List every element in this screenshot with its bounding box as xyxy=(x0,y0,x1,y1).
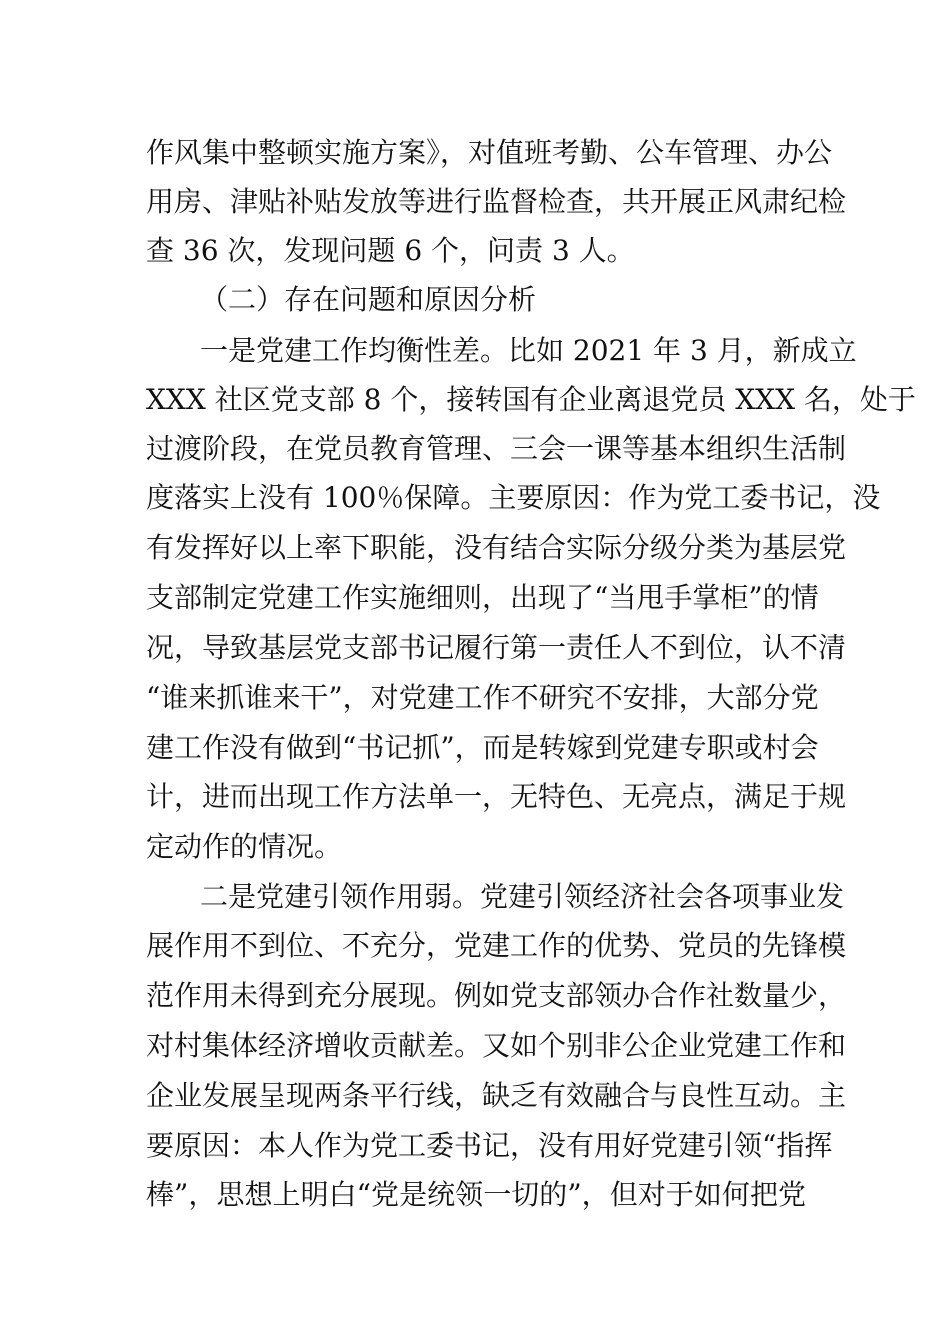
paragraph-line: 有发挥好以上率下职能，没有结合实际分级分类为基层党 xyxy=(146,531,847,564)
paragraph-line: 过渡阶段，在党员教育管理、三会一课等基本组织生活制 xyxy=(146,432,847,465)
paragraph-line: 作风集中整顿实施方案》，对值班考勤、公车管理、办公 xyxy=(146,136,833,169)
paragraph-line: 对村集体经济增收贡献差。又如个别非公企业党建工作和 xyxy=(146,1029,847,1062)
paragraph-line: 用房、津贴补贴发放等进行监督检查，共开展正风肃纪检 xyxy=(146,185,847,218)
paragraph-line: 范作用未得到充分展现。例如党支部领办合作社数量少， xyxy=(146,979,847,1012)
paragraph-line: 企业发展呈现两条平行线，缺乏有效融合与良性互动。主 xyxy=(146,1079,847,1112)
paragraph-line: 查 36 次，发现问题 6 个，问责 3 人。 xyxy=(146,234,635,267)
paragraph-line: 棒”，思想上明白“党是统领一切的”，但对于如何把党 xyxy=(146,1178,806,1211)
paragraph-line: 度落实上没有 100％保障。主要原因：作为党工委书记，没 xyxy=(146,481,881,514)
paragraph-line: “谁来抓谁来干”，对党建工作不研究不安排，大部分党 xyxy=(146,681,819,714)
paragraph-line: 一是党建工作均衡性差。比如 2021 年 3 月，新成立 xyxy=(200,334,857,367)
paragraph-line: 展作用不到位、不充分，党建工作的优势、党员的先锋模 xyxy=(146,929,847,962)
paragraph-line: 要原因：本人作为党工委书记，没有用好党建引领“指挥 xyxy=(146,1129,833,1162)
paragraph-line: 况，导致基层党支部书记履行第一责任人不到位，认不清 xyxy=(146,631,847,664)
paragraph-line: 计，进而出现工作方法单一，无特色、无亮点，满足于规 xyxy=(146,780,847,813)
paragraph-line: 建工作没有做到“书记抓”，而是转嫁到党建专职或村会 xyxy=(146,731,819,764)
section-heading: （二）存在问题和原因分析 xyxy=(200,283,537,316)
paragraph-line: 定动作的情况。 xyxy=(146,830,343,863)
paragraph-line: 二是党建引领作用弱。党建引领经济社会各项事业发 xyxy=(200,880,845,913)
paragraph-line: 支部制定党建工作实施细则，出现了“当甩手掌柜”的情 xyxy=(146,581,819,614)
paragraph-line: XXX 社区党支部 8 个，接转国有企业离退党员 XXX 名，处于 xyxy=(146,383,916,416)
